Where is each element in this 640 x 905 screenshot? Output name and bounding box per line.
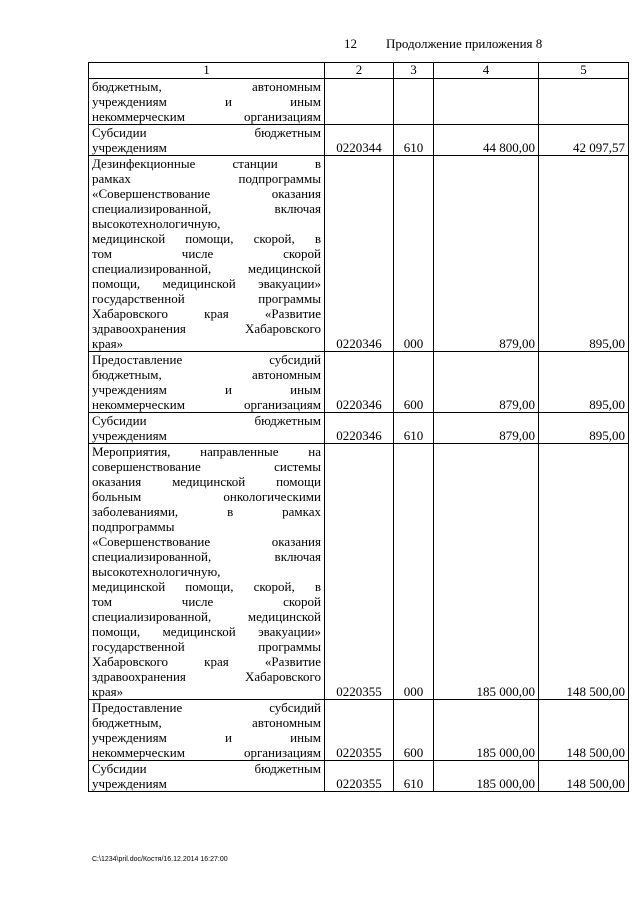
table-row bbox=[89, 761, 629, 792]
row-code: 0220355 bbox=[325, 444, 394, 700]
row-name-line: учреждениям bbox=[92, 776, 167, 791]
row-name-line: медицинской помощи, скорой, в bbox=[92, 231, 321, 246]
row-name-line: Предоставление субсидий bbox=[92, 700, 321, 715]
row-name bbox=[89, 156, 325, 352]
row-name bbox=[89, 413, 325, 444]
row-name bbox=[89, 352, 325, 413]
page-number: 12 bbox=[344, 36, 357, 51]
row-value-1: 185 000,00 bbox=[434, 700, 539, 761]
row-name-line: некоммерческим организациям bbox=[92, 397, 321, 412]
row-value-1: 185 000,00 bbox=[434, 761, 539, 792]
row-name-line: больным онкологическими bbox=[92, 489, 321, 504]
row-name-line: помощи, медицинской эвакуации» bbox=[92, 276, 321, 291]
row-name-line: медицинской помощи, скорой, в bbox=[92, 579, 321, 594]
row-name-line: рамках подпрограммы bbox=[92, 171, 321, 186]
table-header-row bbox=[89, 63, 629, 79]
row-name-line: Субсидии бюджетным bbox=[92, 761, 321, 776]
row-name-line: Мероприятия, направленные на bbox=[92, 444, 321, 459]
row-name-line: учреждениям и иным bbox=[92, 730, 321, 745]
row-name-line: учреждениям и иным bbox=[92, 382, 321, 397]
row-type: 610 bbox=[394, 761, 434, 792]
row-type bbox=[394, 79, 434, 125]
row-type: 610 bbox=[394, 125, 434, 156]
table-row bbox=[89, 444, 629, 700]
row-name-line: том числе скорой bbox=[92, 594, 321, 609]
row-name-line: заболеваниями, в рамках bbox=[92, 504, 321, 519]
row-name-line: том числе скорой bbox=[92, 246, 321, 261]
row-value-2: 895,00 bbox=[539, 156, 629, 352]
row-name-line: бюджетным, автономным bbox=[92, 367, 321, 382]
row-name-line: края» bbox=[92, 684, 124, 699]
row-name-line: Дезинфекционные станции в bbox=[92, 156, 321, 171]
row-code: 0220346 bbox=[325, 413, 394, 444]
row-name-line: Субсидии бюджетным bbox=[92, 125, 321, 140]
row-type: 000 bbox=[394, 444, 434, 700]
continuation-label: Продолжение приложения 8 bbox=[386, 36, 543, 51]
budget-table bbox=[88, 62, 629, 792]
row-code bbox=[325, 79, 394, 125]
row-value-1: 879,00 bbox=[434, 352, 539, 413]
row-value-2: 42 097,57 bbox=[539, 125, 629, 156]
row-name bbox=[89, 79, 325, 125]
table-row bbox=[89, 352, 629, 413]
row-name-line: государственной программы bbox=[92, 639, 321, 654]
row-name-line: здравоохранения Хабаровского bbox=[92, 669, 321, 684]
row-name-line: «Совершенствование оказания bbox=[92, 186, 321, 201]
row-code: 0220344 bbox=[325, 125, 394, 156]
row-name-line: государственной программы bbox=[92, 291, 321, 306]
row-value-2 bbox=[539, 79, 629, 125]
column-header: 4 bbox=[434, 63, 539, 79]
table-row bbox=[89, 156, 629, 352]
row-value-2: 895,00 bbox=[539, 413, 629, 444]
row-name-line: некоммерческим организациям bbox=[92, 745, 321, 760]
row-value-2: 148 500,00 bbox=[539, 700, 629, 761]
row-value-2: 148 500,00 bbox=[539, 444, 629, 700]
table-row bbox=[89, 700, 629, 761]
row-name-line: бюджетным, автономным bbox=[92, 715, 321, 730]
row-name-line: здравоохранения Хабаровского bbox=[92, 321, 321, 336]
row-code: 0220355 bbox=[325, 761, 394, 792]
row-value-1 bbox=[434, 79, 539, 125]
column-header: 5 bbox=[539, 63, 629, 79]
row-name-line: специализированной, медицинской bbox=[92, 609, 321, 624]
row-code: 0220355 bbox=[325, 700, 394, 761]
row-name-line: совершенствование системы bbox=[92, 459, 321, 474]
row-value-1: 879,00 bbox=[434, 156, 539, 352]
row-code: 0220346 bbox=[325, 156, 394, 352]
row-value-2: 895,00 bbox=[539, 352, 629, 413]
row-code: 0220346 bbox=[325, 352, 394, 413]
row-value-2: 148 500,00 bbox=[539, 761, 629, 792]
row-name-line: подпрограммы bbox=[92, 519, 175, 534]
row-name-line: некоммерческим организациям bbox=[92, 109, 321, 124]
row-name-line: Хабаровского края «Развитие bbox=[92, 654, 321, 669]
table-row bbox=[89, 79, 629, 125]
column-header: 3 bbox=[394, 63, 434, 79]
row-name-line: специализированной, медицинской bbox=[92, 261, 321, 276]
row-name bbox=[89, 700, 325, 761]
row-type: 600 bbox=[394, 352, 434, 413]
row-type: 610 bbox=[394, 413, 434, 444]
row-name-line: учреждениям bbox=[92, 140, 167, 155]
row-name-line: бюджетным, автономным bbox=[92, 79, 321, 94]
row-name-line: «Совершенствование оказания bbox=[92, 534, 321, 549]
row-name-line: высокотехнологичную, bbox=[92, 564, 221, 579]
row-name-line: специализированной, включая bbox=[92, 549, 321, 564]
row-type: 600 bbox=[394, 700, 434, 761]
row-value-1: 879,00 bbox=[434, 413, 539, 444]
table-body bbox=[89, 63, 629, 792]
file-path-footer: C:\1234\pril.doc/Костя/16.12.2014 16:27:00 bbox=[92, 856, 228, 863]
table-row bbox=[89, 413, 629, 444]
row-name-line: Хабаровского края «Развитие bbox=[92, 306, 321, 321]
column-header: 2 bbox=[325, 63, 394, 79]
row-name-line: помощи, медицинской эвакуации» bbox=[92, 624, 321, 639]
row-name-line: оказания медицинской помощи bbox=[92, 474, 321, 489]
row-name bbox=[89, 125, 325, 156]
row-name-line: учреждениям bbox=[92, 428, 167, 443]
page-header bbox=[0, 36, 640, 56]
row-name bbox=[89, 761, 325, 792]
row-value-1: 185 000,00 bbox=[434, 444, 539, 700]
row-name-line: учреждениям и иным bbox=[92, 94, 321, 109]
row-value-1: 44 800,00 bbox=[434, 125, 539, 156]
row-name-line: Предоставление субсидий bbox=[92, 352, 321, 367]
column-header: 1 bbox=[89, 63, 325, 79]
table-row bbox=[89, 125, 629, 156]
row-name-line: Субсидии бюджетным bbox=[92, 413, 321, 428]
row-name-line: высокотехнологичную, bbox=[92, 216, 221, 231]
row-type: 000 bbox=[394, 156, 434, 352]
row-name-line: специализированной, включая bbox=[92, 201, 321, 216]
row-name-line: края» bbox=[92, 336, 124, 351]
row-name bbox=[89, 444, 325, 700]
